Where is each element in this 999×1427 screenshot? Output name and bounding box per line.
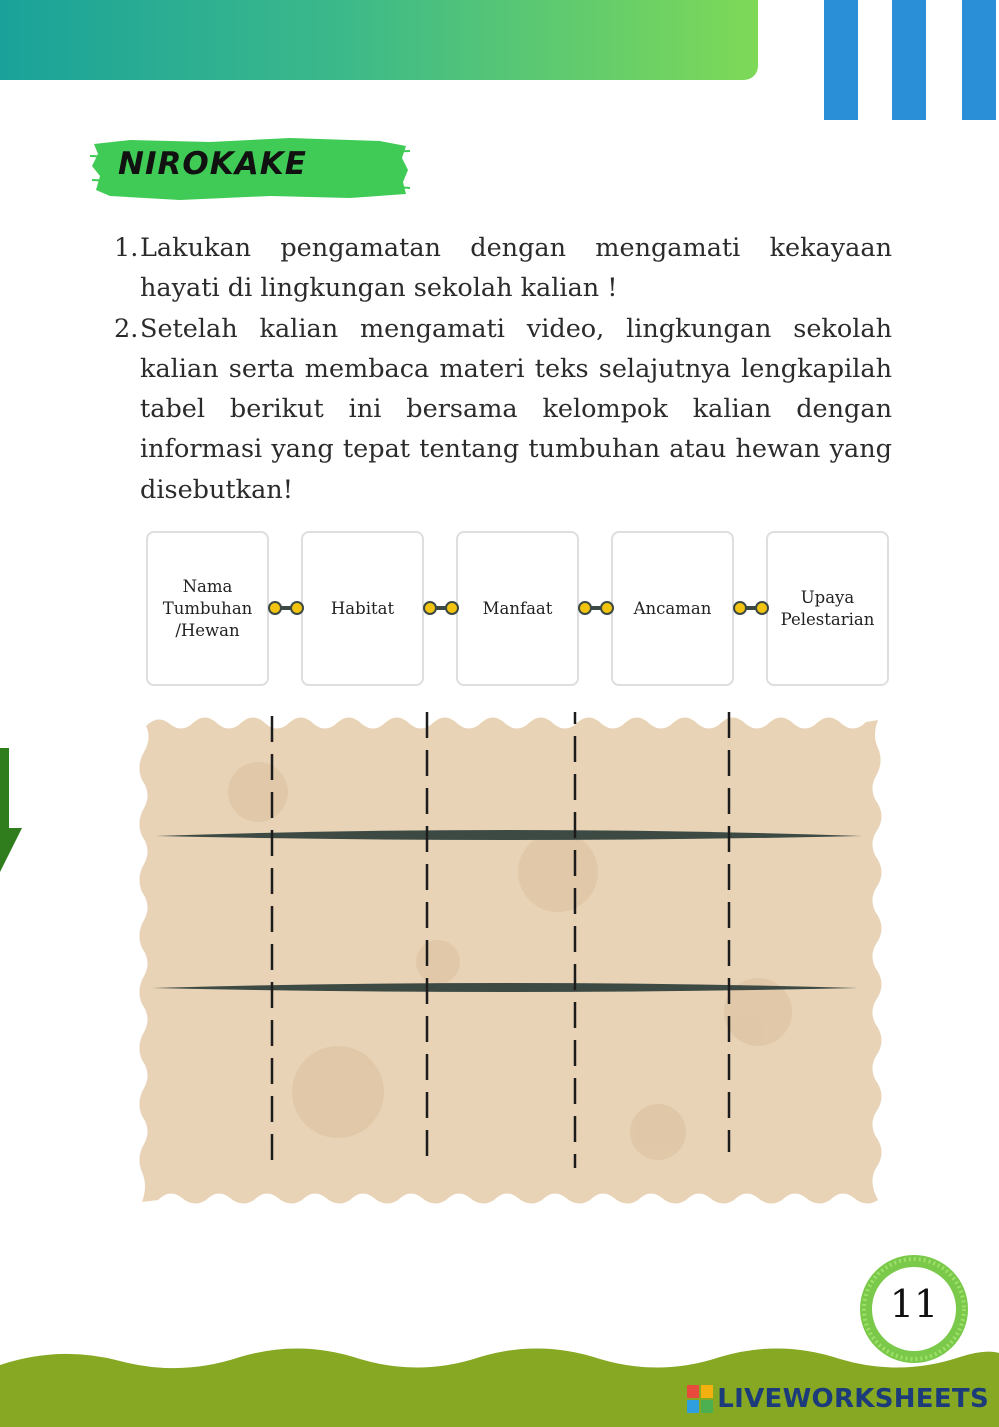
- brand-watermark: [687, 1384, 989, 1414]
- column-card-manfaat: [456, 531, 579, 686]
- chain-connector-icon: [267, 600, 305, 616]
- column-card-nama: [146, 531, 269, 686]
- instruction-text: Lakukan pengamatan dengan mengamati kekayaan hayati di lingkungan sekolah kalian !: [140, 233, 892, 304]
- column-card-upaya: [766, 531, 889, 686]
- card-label: Pelestarian: [780, 609, 875, 629]
- chain-connector-icon: [732, 600, 770, 616]
- answer-table-area: [138, 712, 882, 1208]
- card-label: /Hewan: [175, 620, 240, 640]
- instruction-text: Setelah kalian mengamati video, lingkungan sekolah kalian serta membaca materi teks selajutnya lengkapilah tabel berikut ini bersama kelompok kalian dengan informasi yang tepat tentang tumbuhan atau hewan yang disebutkan!: [140, 313, 892, 505]
- chain-connector-icon: [577, 600, 615, 616]
- card-label: Manfaat: [482, 598, 553, 618]
- instruction-item: [108, 228, 892, 309]
- instruction-number: 2.: [114, 313, 139, 344]
- decor-stripe: [892, 0, 926, 120]
- card-label: Habitat: [330, 598, 395, 618]
- card-label: Nama: [182, 576, 233, 596]
- arrow-down-icon: [0, 748, 22, 872]
- card-label: Upaya: [800, 587, 855, 607]
- column-card-ancaman: [611, 531, 734, 686]
- decor-stripe: [962, 0, 996, 120]
- card-label: Ancaman: [633, 598, 712, 618]
- top-banner: [0, 0, 758, 80]
- liveworksheets-logo-icon: [687, 1385, 713, 1413]
- instruction-item: [108, 309, 892, 510]
- page-number: 11: [889, 1282, 939, 1326]
- column-card-habitat: [301, 531, 424, 686]
- instruction-list: [108, 228, 892, 510]
- chain-connector-icon: [422, 600, 460, 616]
- section-title: NIROKAKE: [118, 146, 307, 182]
- brand-name: LIVEWORKSHEETS: [717, 1384, 989, 1414]
- decor-stripe: [824, 0, 858, 120]
- card-label: Tumbuhan: [162, 598, 253, 618]
- instruction-number: 1.: [114, 233, 139, 263]
